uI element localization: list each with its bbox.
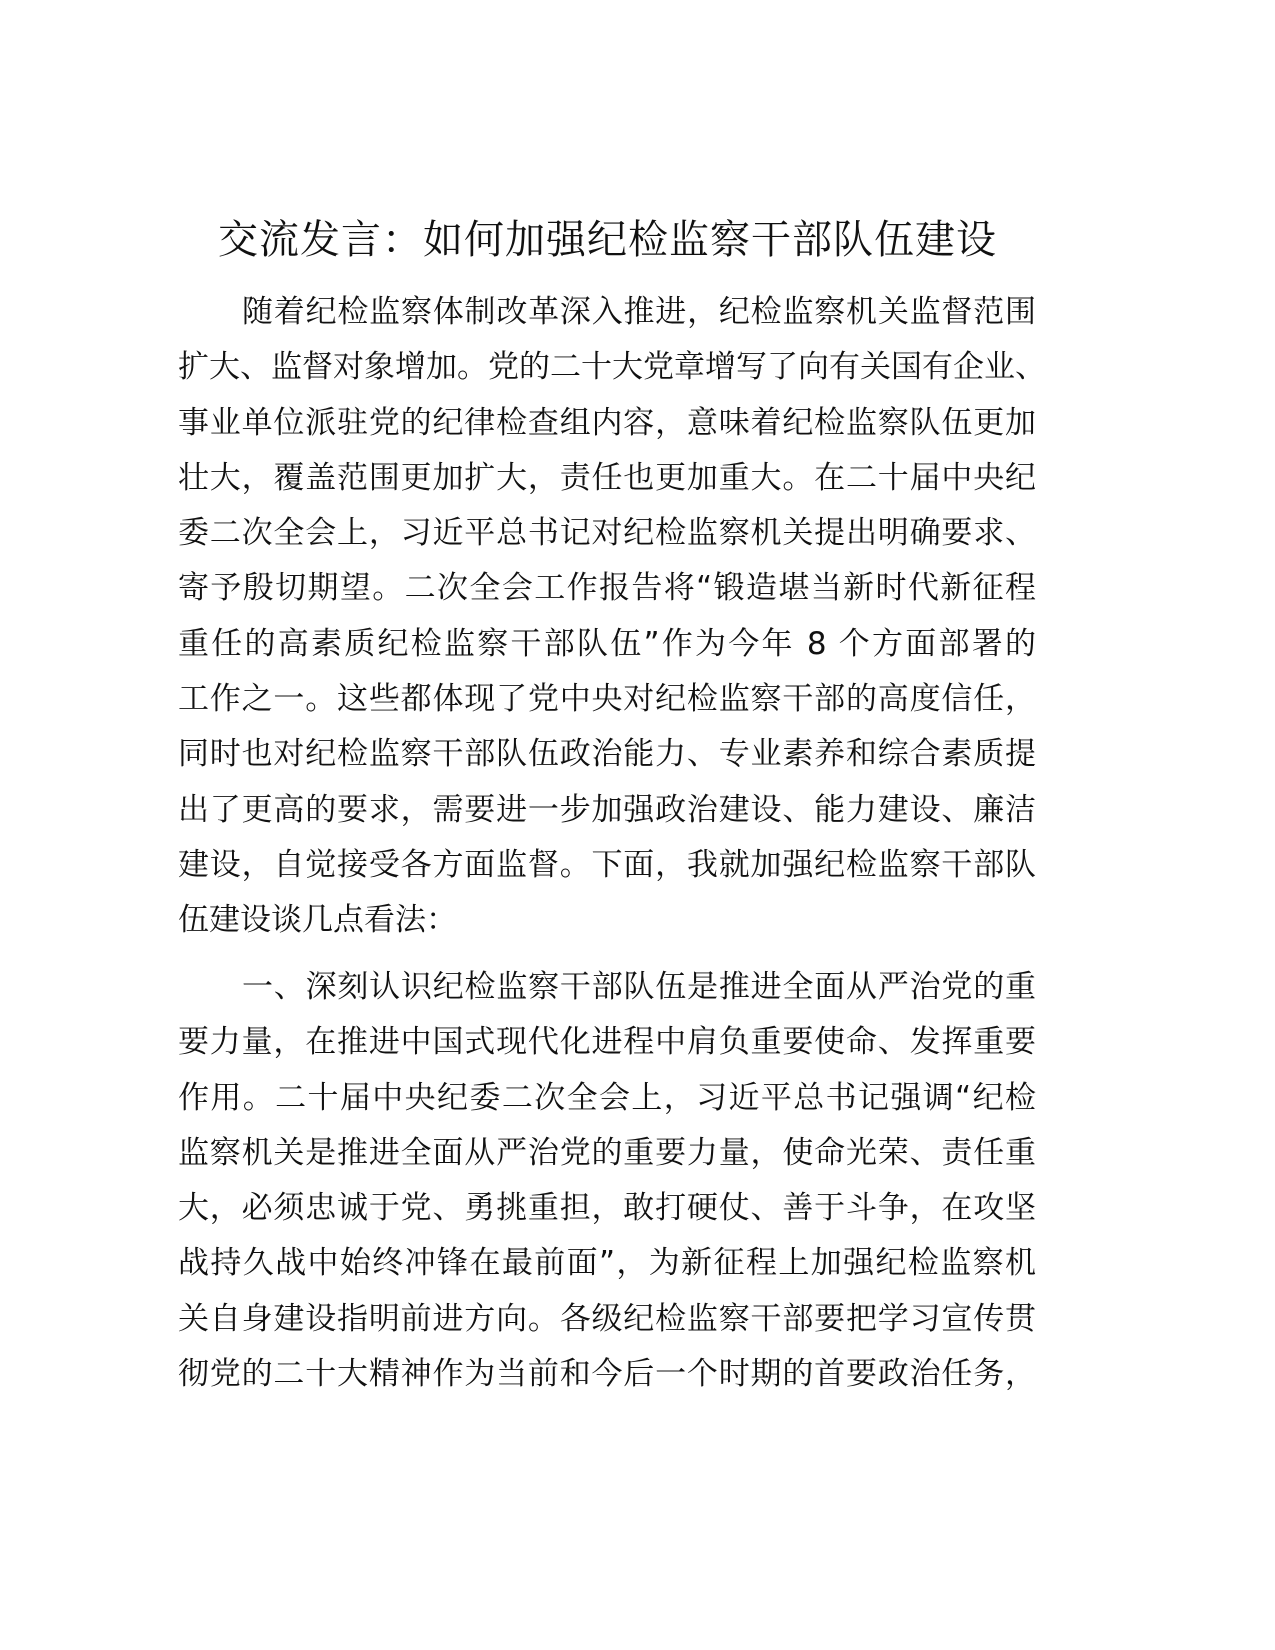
text-line: 要力量，在推进中国式现代化进程中肩负重要使命、发挥重要 (178, 1024, 1036, 1061)
text-line: 委二次全会上，习近平总书记对纪检监察机关提出明确要求、 (178, 515, 1036, 552)
text-line: 战持久战中始终冲锋在最前面”，为新征程上加强纪检监察机 (178, 1245, 1036, 1282)
text-line: 壮大，覆盖范围更加扩大，责任也更加重大。在二十届中央纪 (178, 459, 1036, 496)
document-title: 交流发言：如何加强纪检监察干部队伍建设 (218, 217, 997, 263)
text-line: 工作之一。这些都体现了党中央对纪检监察干部的高度信任， (178, 681, 1036, 718)
text-line: 监察机关是推进全面从严治党的重要力量，使命光荣、责任重 (178, 1134, 1036, 1171)
text-line: 建设，自觉接受各方面监督。下面，我就加强纪检监察干部队 (178, 846, 1036, 883)
text-line: 随着纪检监察体制改革深入推进，纪检监察机关监督范围 (242, 294, 1036, 330)
text-line: 事业单位派驻党的纪律检查组内容，意味着纪检监察队伍更加 (178, 404, 1036, 441)
text-line: 作用。二十届中央纪委二次全会上，习近平总书记强调“纪检 (178, 1079, 1036, 1116)
text-line: 寄予殷切期望。二次全会工作报告将“锻造堪当新时代新征程 (178, 570, 1036, 607)
text-line: 同时也对纪检监察干部队伍政治能力、专业素养和综合素质提 (178, 736, 1036, 773)
text-line: 出了更高的要求，需要进一步加强政治建设、能力建设、廉洁 (178, 791, 1036, 828)
text-line: 伍建设谈几点看法： (178, 902, 457, 939)
paragraph-intro (178, 285, 1046, 949)
text-line: 大，必须忠诚于党、勇挑重担，敢打硬仗、善于斗争，在攻坚 (178, 1190, 1036, 1227)
text-line: 重任的高素质纪检监察干部队伍”作为今年 8 个方面部署的 (178, 625, 1036, 662)
text-line: 一、深刻认识纪检监察干部队伍是推进全面从严治党的重 (242, 969, 1036, 1005)
text-line: 扩大、监督对象增加。党的二十大党章增写了向有关国有企业、 (178, 349, 1046, 386)
text-line: 彻党的二十大精神作为当前和今后一个时期的首要政治任务， (178, 1356, 1036, 1393)
text-line: 关自身建设指明前进方向。各级纪检监察干部要把学习宣传贯 (178, 1300, 1036, 1337)
paragraph-section-one (178, 960, 1036, 1402)
